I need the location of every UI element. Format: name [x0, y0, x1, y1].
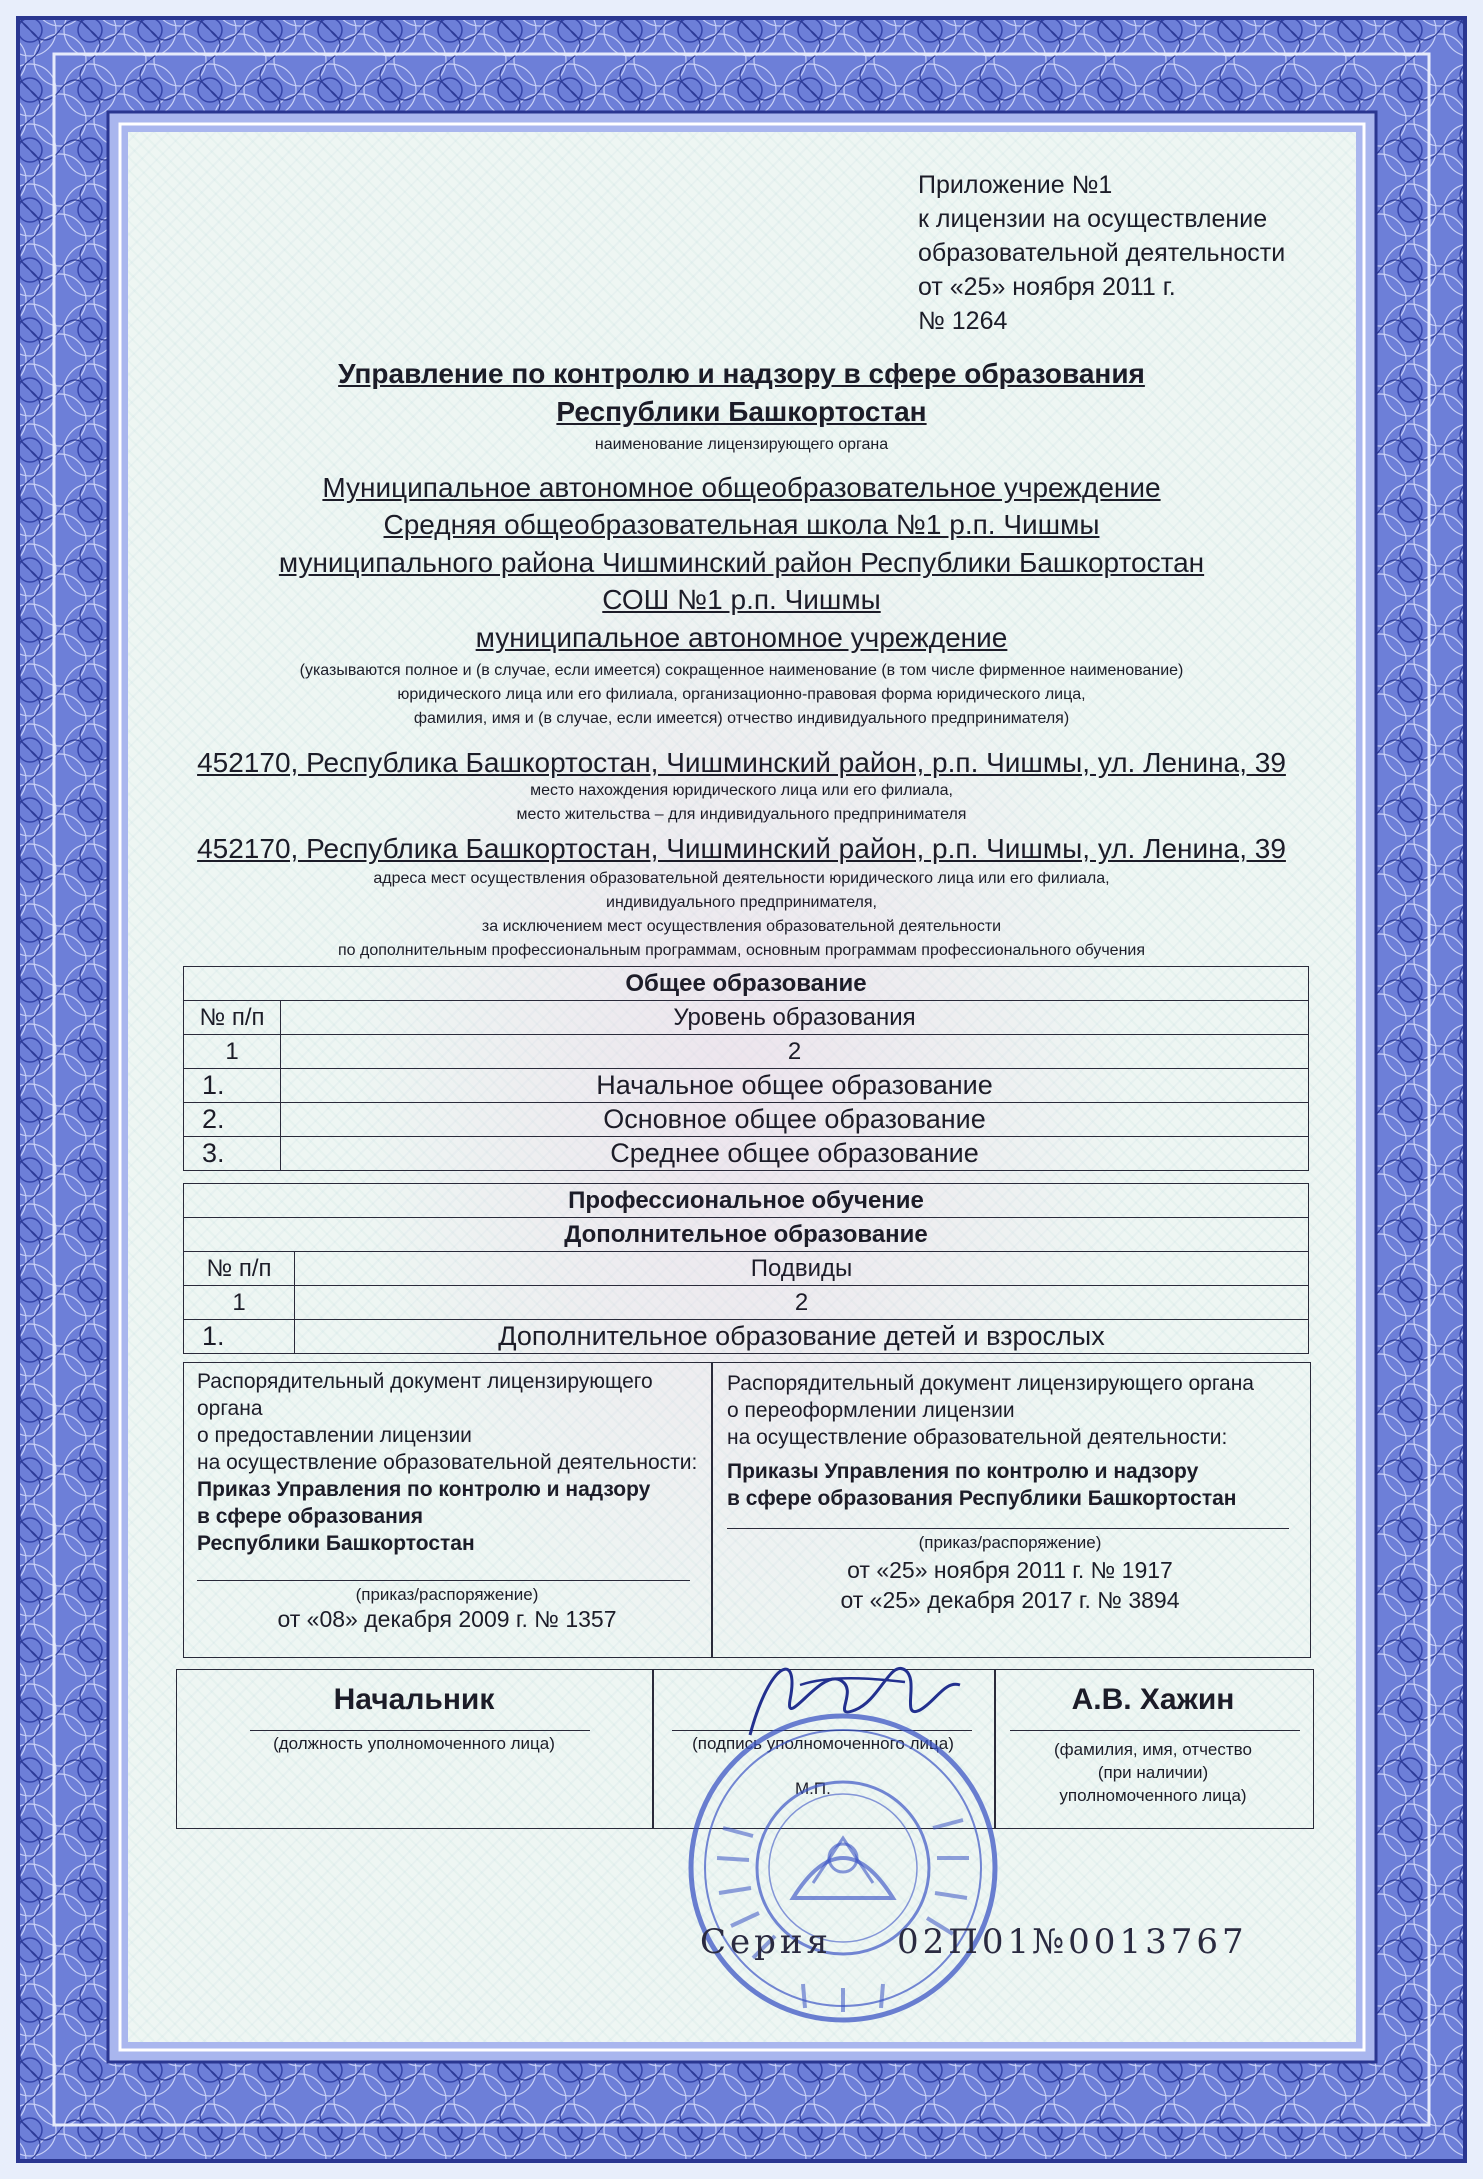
- licensee-caption-2: юридического лица или его филиала, организационно-правовая форма юридического лица,: [397, 686, 1086, 703]
- name-caption-2: (при наличии): [1097, 1763, 1209, 1782]
- general-education-title: Общее образование: [184, 967, 1309, 1001]
- reissue-doc-line-1: Распорядительный документ лицензирующего органа: [727, 1372, 1254, 1395]
- additional-education-table: [183, 1183, 1309, 1354]
- table-row-num: 3.: [184, 1137, 281, 1171]
- col-header-number: № п/п: [184, 1252, 295, 1286]
- location-value: 452170, Республика Башкортостан, Чишминский район, р.п. Чишмы, ул. Ленина, 39: [197, 747, 1286, 778]
- reissue-doc-date-1: от «25» ноября 2011 г. № 1917: [847, 1557, 1173, 1583]
- table-row-name: Дополнительное образование детей и взрослых: [295, 1320, 1309, 1354]
- licensee-line-2: Средняя общеобразовательная школа №1 р.п. Чишмы: [383, 509, 1100, 540]
- grant-doc-bold-2: в сфере образования: [197, 1505, 424, 1528]
- grant-doc-caption: (приказ/распоряжение): [355, 1585, 539, 1604]
- location-caption-1: место нахождения юридического лица или его филиала,: [530, 782, 953, 799]
- reissue-doc-divider: [727, 1528, 1289, 1529]
- series-code: 02П01: [897, 1922, 1034, 1962]
- appendix-line-3: образовательной деятельности: [918, 239, 1286, 267]
- col-header-number: № п/п: [184, 1001, 281, 1035]
- general-education-table: [183, 966, 1309, 1171]
- col-header-level: Уровень образования: [281, 1001, 1309, 1035]
- additional-education-title: Дополнительное образование: [184, 1218, 1309, 1252]
- grant-doc-date: от «08» декабря 2009 г. № 1357: [277, 1606, 617, 1632]
- grant-doc-line-3: о предоставлении лицензии: [197, 1424, 472, 1447]
- name-divider: [1010, 1730, 1300, 1731]
- appendix-line-4: от «25» ноября 2011 г.: [918, 273, 1176, 301]
- licensee-line-3: муниципального района Чишминский район Республики Башкортостан: [278, 547, 1205, 578]
- reissue-doc-line-2: о переоформлении лицензии: [727, 1399, 1015, 1422]
- table-row-num: 2.: [184, 1103, 281, 1137]
- activity-address-caption-3: за исключением мест осуществления образовательной деятельности: [481, 918, 1002, 935]
- grant-doc-bold-3: Республики Башкортостан: [197, 1532, 475, 1555]
- authority-name-line-2: Республики Башкортостан: [556, 396, 927, 427]
- col-header-subtypes: Подвиды: [295, 1252, 1309, 1286]
- table-row-name: Среднее общее образование: [281, 1137, 1309, 1171]
- grant-doc-line-2: органа: [197, 1397, 263, 1420]
- activity-address-value: 452170, Республика Башкортостан, Чишминский район, р.п. Чишмы, ул. Ленина, 39: [197, 833, 1286, 864]
- activity-address-caption-4: по дополнительным профессиональным программам, основным программам профессионального обучения: [337, 942, 1146, 959]
- col-index-1: 1: [184, 1286, 295, 1320]
- table-row-name: Основное общее образование: [281, 1103, 1309, 1137]
- reissue-doc-bold-2: в сфере образования Республики Башкортостан: [727, 1487, 1237, 1510]
- signature-caption: (подпись уполномоченного лица): [692, 1734, 954, 1753]
- authority-caption: наименование лицензирующего органа: [594, 436, 889, 453]
- activity-address-caption-2: индивидуального предпринимателя,: [606, 894, 877, 911]
- licensee-caption-3: фамилия, имя и (в случае, если имеется) отчество индивидуального предпринимателя): [413, 710, 1070, 727]
- activity-address-caption-1: адреса мест осуществления образовательной деятельности юридического лица или его филиала,: [373, 870, 1110, 887]
- grant-doc-line-1: Распорядительный документ лицензирующего: [197, 1370, 653, 1393]
- licensee-line-4: СОШ №1 р.п. Чишмы: [602, 584, 881, 615]
- table-row-num: 1.: [184, 1069, 281, 1103]
- official-seal-stamp: [683, 1708, 1003, 2028]
- name-caption-1: (фамилия, имя, отчество: [1054, 1740, 1252, 1759]
- handwritten-signature: [730, 1640, 970, 1750]
- table-row-name: Начальное общее образование: [281, 1069, 1309, 1103]
- appendix-block: [918, 168, 1285, 338]
- grant-doc-bold-1: Приказ Управления по контролю и надзору: [197, 1478, 651, 1501]
- reissue-doc-bold-1: Приказы Управления по контролю и надзору: [727, 1460, 1199, 1483]
- reissue-doc-line-3: на осуществление образовательной деятельности:: [727, 1426, 1228, 1449]
- location-caption-2: место жительства – для индивидуального предпринимателя: [516, 806, 967, 823]
- series-label: Серия: [700, 1922, 833, 1962]
- licensee-line-1: Муниципальное автономное общеобразовательное учреждение: [322, 472, 1161, 503]
- appendix-line-1: Приложение №1: [918, 171, 1113, 199]
- blank-number: №0013767: [1032, 1922, 1248, 1962]
- licensee-caption-1: (указываются полное и (в случае, если имеется) сокращенное наименование (в том числе фирменное наименование): [299, 662, 1184, 679]
- seal-place-mark: М.П.: [795, 1779, 831, 1798]
- reissue-doc-date-2: от «25» декабря 2017 г. № 3894: [840, 1587, 1180, 1613]
- position-divider: [250, 1730, 590, 1731]
- authority-name-line-1: Управление по контролю и надзору в сфере образования: [338, 358, 1145, 389]
- name-caption-3: уполномоченного лица): [1059, 1786, 1247, 1805]
- grant-doc-divider: [197, 1580, 690, 1581]
- reissue-doc-caption: (приказ/распоряжение): [918, 1533, 1102, 1552]
- col-index-2: 2: [281, 1035, 1309, 1069]
- col-index-1: 1: [184, 1035, 281, 1069]
- grant-doc-line-4: на осуществление образовательной деятельности:: [197, 1451, 698, 1474]
- appendix-line-2: к лицензии на осуществление: [918, 205, 1268, 233]
- col-index-2: 2: [295, 1286, 1309, 1320]
- official-name: А.В. Хажин: [1071, 1683, 1235, 1716]
- table-row-num: 1.: [184, 1320, 295, 1354]
- official-position: Начальник: [333, 1683, 495, 1716]
- appendix-line-5: № 1264: [918, 307, 1008, 335]
- professional-training-title: Профессиональное обучение: [184, 1184, 1309, 1218]
- licensee-line-5: муниципальное автономное учреждение: [475, 622, 1008, 653]
- position-caption: (должность уполномоченного лица): [273, 1734, 555, 1753]
